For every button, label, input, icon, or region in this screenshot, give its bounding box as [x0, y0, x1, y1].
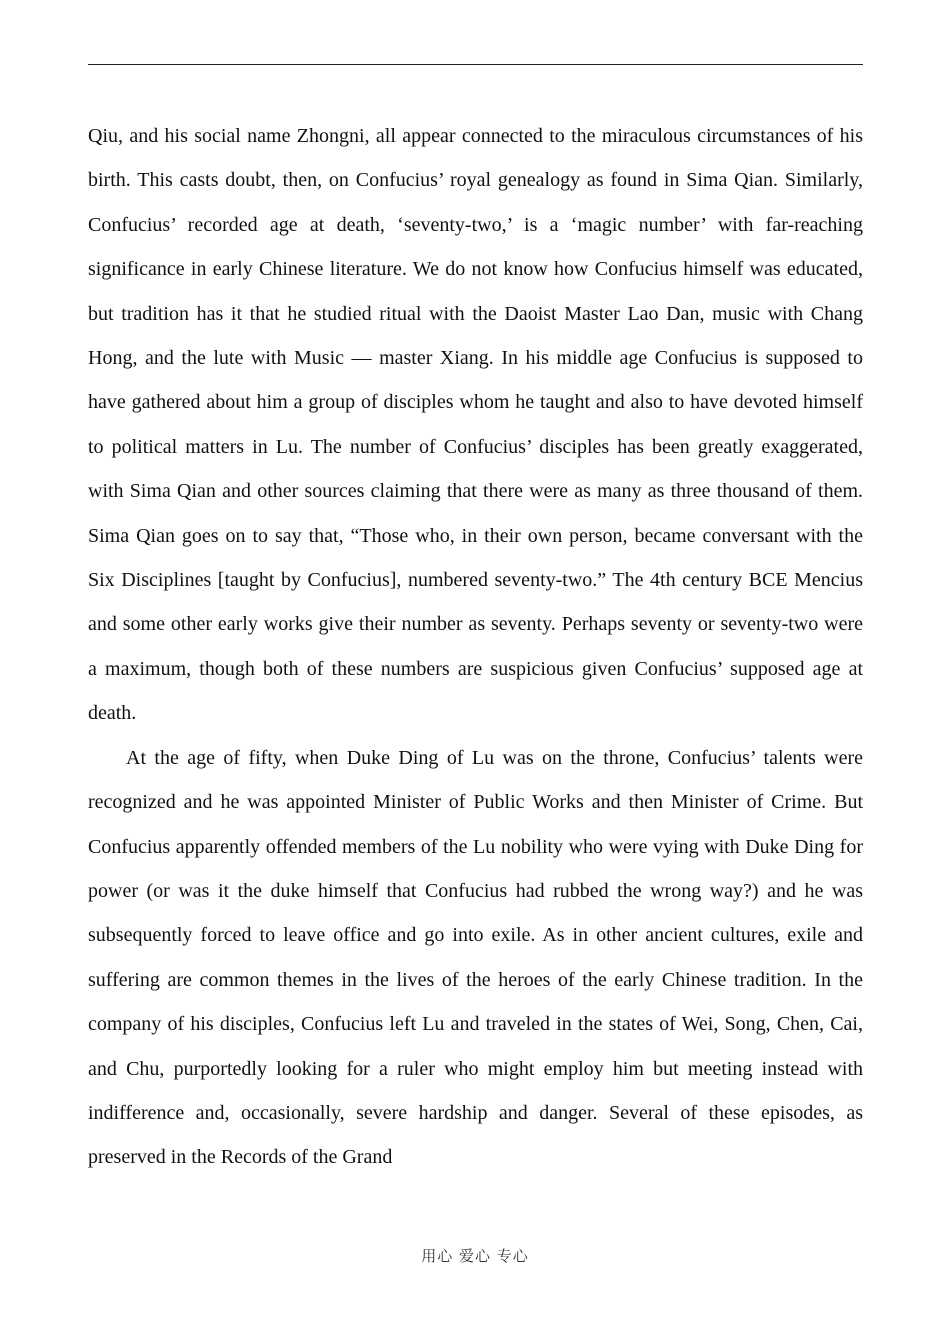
- header-rule: [88, 64, 863, 65]
- page-footer: 用心 爱心 专心: [421, 1247, 529, 1265]
- paragraph-2: At the age of fifty, when Duke Ding of Lu was on the throne, Confucius’ talents were recognized and he was appointed Minister of Public Works and then Minister of Crime. But Confucius apparently offended members of the Lu nobility who were vying with Duke Ding for power (or was it the duke himself that Confucius had rubbed the wrong way?) and he was subsequently forced to leave office and go into exile. As in other ancient cultures, exile and suffering are common themes in the lives of the heroes of the early Chinese tradition. In the company of his disciples, Confucius left Lu and traveled in the states of Wei, Song, Chen, Cai, and Chu, purportedly looking for a ruler who might employ him but meeting instead with indifference and, occasionally, severe hardship and danger. Several of these episodes, as preserved in the Records of the Grand: [88, 746, 863, 1169]
- paragraph-1: Qiu, and his social name Zhongni, all appear connected to the miraculous circumstances of his birth. This casts doubt, then, on Confucius’ royal genealogy as found in Sima Qian. Similarly, Confucius’ recorded age at death, ‘seventy-two,’ is a ‘magic number’ with far-reaching significance in early Chinese literature. We do not know how Confucius himself was educated, but tradition has it that he studied ritual with the Daoist Master Lao Dan, music with Chang Hong, and the lute with Music — master Xiang. In his middle age Confucius is supposed to have gathered about him a group of disciples whom he taught and also to have devoted himself to political matters in Lu. The number of Confucius’ disciples has been greatly exaggerated, with Sima Qian and other sources claiming that there were as many as three thousand of them. Sima Qian goes on to say that, “Those who, in their own person, became conversant with the Six Disciplines [taught by Confucius], numbered seventy-two.” The 4th century BCE Mencius and some other early works give their number as seventy. Perhaps seventy or seventy-two were a maximum, though both of these numbers are suspicious given Confucius’ supposed age at death.: [88, 125, 863, 725]
- document-body: [88, 114, 863, 1180]
